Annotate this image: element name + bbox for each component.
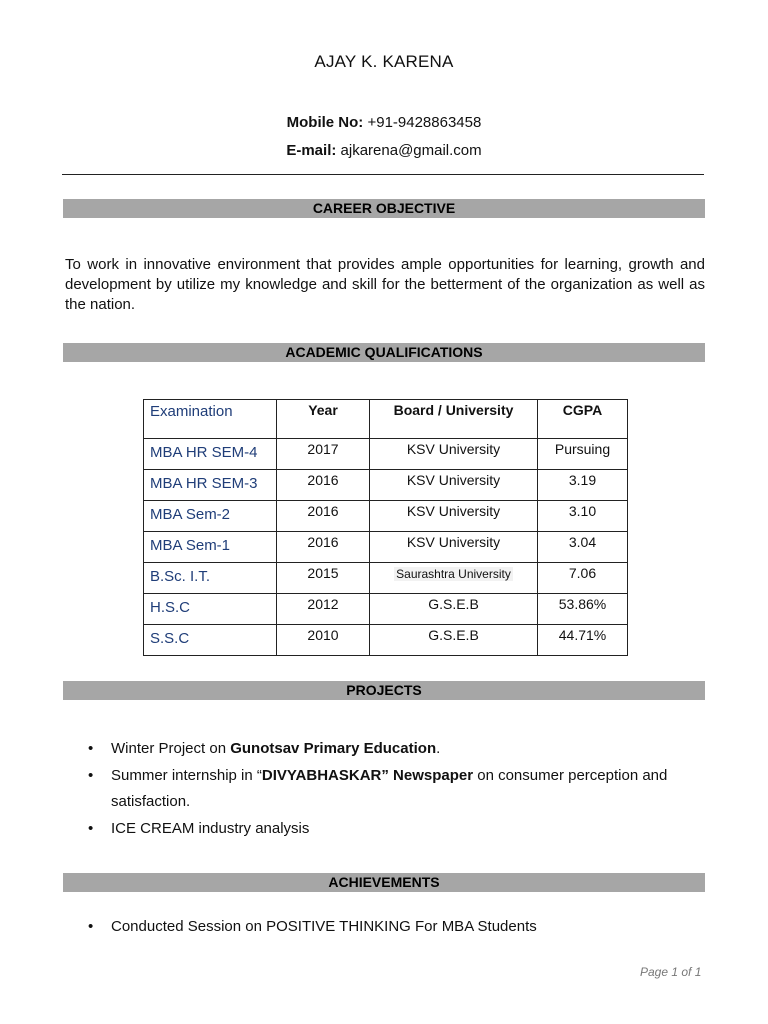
bullet-icon: •	[88, 740, 94, 757]
section-career-objective: CAREER OBJECTIVE	[63, 199, 705, 218]
cell-cgpa: 3.19	[538, 470, 628, 501]
project-1-suffix: .	[436, 740, 441, 757]
mobile-label: Mobile No:	[286, 114, 364, 131]
candidate-name: AJAY K. KARENA	[314, 52, 454, 71]
cell-board: KSV University	[370, 439, 538, 470]
cell-year: 2016	[277, 532, 370, 563]
cell-exam: B.Sc. I.T.	[144, 563, 277, 594]
cell-cgpa: 53.86%	[538, 594, 628, 625]
cell-year: 2010	[277, 625, 370, 656]
table-row	[144, 439, 628, 470]
cell-board	[370, 563, 538, 594]
cell-board: KSV University	[370, 532, 538, 563]
cell-year: 2017	[277, 439, 370, 470]
cell-exam: H.S.C	[144, 594, 277, 625]
cell-cgpa: Pursuing	[538, 439, 628, 470]
email-line	[0, 142, 768, 159]
mobile-line	[0, 114, 768, 131]
cell-exam: S.S.C	[144, 625, 277, 656]
header-board: Board / University	[370, 400, 538, 439]
cell-board: KSV University	[370, 501, 538, 532]
cell-exam: MBA HR SEM-4	[144, 439, 277, 470]
section-projects: PROJECTS	[63, 681, 705, 700]
bullet-icon: •	[88, 820, 94, 837]
table-row	[144, 625, 628, 656]
project-2-suffix: on consumer perception and	[473, 767, 668, 784]
section-achievements: ACHIEVEMENTS	[63, 873, 705, 892]
project-2-prefix: Summer internship in “	[111, 767, 262, 784]
project-2-bold: DIVYABHASKAR” Newspaper	[261, 767, 474, 784]
project-2-continued: satisfaction.	[111, 793, 191, 810]
project-1-prefix: Winter Project on	[111, 740, 231, 757]
cell-board: G.S.E.B	[370, 625, 538, 656]
cell-exam: MBA Sem-1	[144, 532, 277, 563]
cell-year: 2012	[277, 594, 370, 625]
objective-text: To work in innovative environment that provides ample opportunities for learning, growth and development by utilize my knowledge and skill for the betterment of the organization as well as the nation.	[65, 256, 705, 313]
project-1-bold: Gunotsav Primary Education	[230, 740, 437, 757]
project-item	[111, 736, 691, 762]
header-year: Year	[277, 400, 370, 439]
table-row	[144, 470, 628, 501]
email-label: E-mail:	[286, 142, 337, 159]
table-row	[144, 501, 628, 532]
table-row	[144, 594, 628, 625]
cell-cgpa: 44.71%	[538, 625, 628, 656]
cell-year: 2015	[277, 563, 370, 594]
table-row	[144, 563, 628, 594]
cell-cgpa: 3.10	[538, 501, 628, 532]
bullet-icon: •	[88, 767, 94, 784]
achievement-item: Conducted Session on POSITIVE THINKING For MBA Students	[111, 918, 537, 935]
header-divider	[62, 174, 704, 175]
page-number: Page 1 of 1	[640, 965, 702, 979]
section-academic-qualifications: ACADEMIC QUALIFICATIONS	[63, 343, 705, 362]
cell-cgpa: 7.06	[538, 563, 628, 594]
header-examination: Examination	[144, 400, 277, 439]
cell-board: G.S.E.B	[370, 594, 538, 625]
cell-cgpa: 3.04	[538, 532, 628, 563]
email-value: ajkarena@gmail.com	[340, 142, 482, 159]
cell-year: 2016	[277, 470, 370, 501]
bullet-icon: •	[88, 918, 94, 935]
mobile-value: +91-9428863458	[367, 114, 482, 131]
cell-board-text: Saurashtra University	[396, 567, 511, 581]
project-item	[111, 763, 691, 815]
table-row	[144, 532, 628, 563]
cell-exam: MBA HR SEM-3	[144, 470, 277, 501]
qualifications-table	[143, 399, 628, 656]
cell-year: 2016	[277, 501, 370, 532]
table-header-row	[144, 400, 628, 439]
header-cgpa: CGPA	[538, 400, 628, 439]
cell-board: KSV University	[370, 470, 538, 501]
cell-exam: MBA Sem-2	[144, 501, 277, 532]
project-item: ICE CREAM industry analysis	[111, 820, 310, 837]
